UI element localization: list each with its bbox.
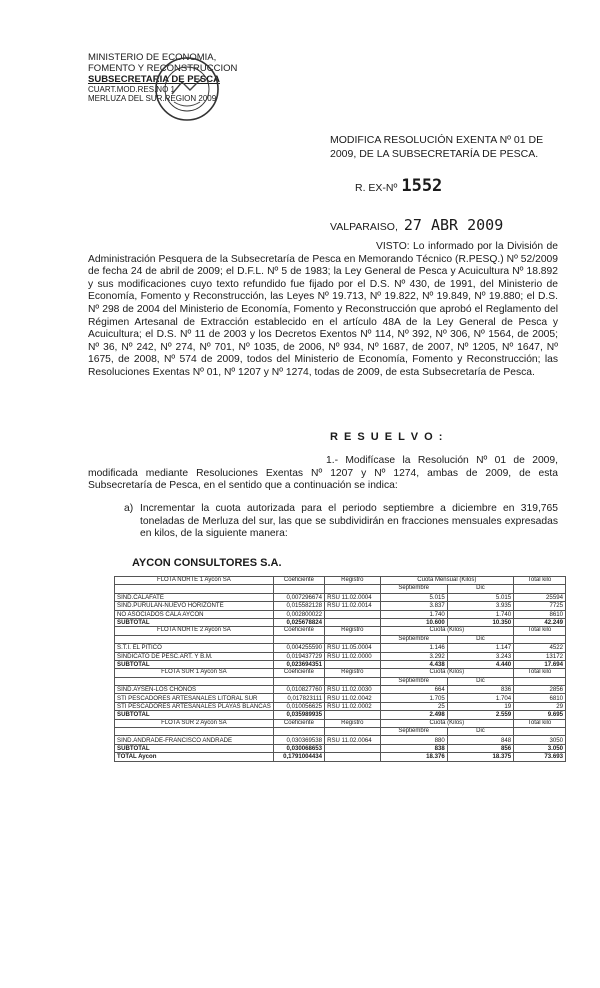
table-row	[115, 593, 566, 601]
table-header-cell: Coeficiente	[273, 627, 324, 635]
table-header-cell: Total kilo	[514, 577, 566, 585]
table-cell: 2.559	[447, 711, 513, 719]
table-cell: 0,015582128	[273, 602, 324, 610]
table-cell: 5.015	[447, 593, 513, 601]
table-cell: 8610	[514, 610, 566, 618]
table-cell: 0,007296674	[273, 593, 324, 601]
table-cell: 1.147	[447, 644, 513, 652]
table-cell: 664	[380, 686, 447, 694]
table-header-cell: Registro	[325, 577, 380, 585]
rex-label: R. EX-Nº	[355, 182, 398, 194]
table-cell: 3.050	[514, 744, 566, 752]
table-header-row	[115, 719, 566, 727]
table-cell: STI PESCADORES ARTESANALES PLAYAS BLANCAS	[115, 702, 274, 710]
table-cell: SIND.PURULAN-NUEVO HORIZONTE	[115, 602, 274, 610]
letterhead-code-2: MERLUZA DEL SUR.REGION 2009	[88, 94, 217, 103]
table-cell: SUBTOTAL	[115, 618, 274, 626]
table-cell: SIND.ANDRADE-FRANCISCO ANDRADE	[115, 736, 274, 744]
table-subheader-row	[115, 585, 566, 593]
table-cell: 4.438	[380, 660, 447, 668]
table-cell: 856	[447, 744, 513, 752]
table-cell: 848	[447, 736, 513, 744]
table-cell: 0,002800022	[273, 610, 324, 618]
table-subheader-cell: Septiembre	[380, 635, 447, 643]
table-cell: 4522	[514, 644, 566, 652]
table-header-cell: Total kilo	[514, 627, 566, 635]
table-cell: 25594	[514, 593, 566, 601]
letterhead-subsecretaria: SUBSECRETARIA DE PESCA	[88, 74, 220, 85]
table-cell: 13172	[514, 652, 566, 660]
table-row	[115, 602, 566, 610]
table-cell: SUBTOTAL	[115, 711, 274, 719]
quota-table-body	[115, 577, 566, 762]
table-cell: 3.837	[380, 602, 447, 610]
table-cell: 6810	[514, 694, 566, 702]
table-cell: 17.694	[514, 660, 566, 668]
place-date	[330, 216, 503, 234]
table-cell	[325, 618, 380, 626]
table-cell: 29	[514, 702, 566, 710]
table-cell: 1.740	[447, 610, 513, 618]
table-subheader-cell	[115, 635, 274, 643]
resuelvo-heading: R E S U E L V O :	[330, 431, 444, 443]
table-subheader-cell: Dic	[447, 677, 513, 685]
table-cell: 25	[380, 702, 447, 710]
table-cell: 5.015	[380, 593, 447, 601]
item-a-text: Incrementar la cuota autorizada para el periodo septiembre a diciembre en 319,765 toneladas de Merluza del sur, las que se subdividirán en fracciones mensuales expresadas en kilos, de la siguiente manera:	[140, 503, 558, 540]
table-subheader-row	[115, 677, 566, 685]
table-cell: 0,023694351	[273, 660, 324, 668]
table-header-cell: FLOTA NORTE 1 Aycon SA	[115, 577, 274, 585]
quota-table	[114, 576, 566, 762]
table-row	[115, 736, 566, 744]
table-cell: 73.693	[514, 753, 566, 761]
table-cell: 10.600	[380, 618, 447, 626]
item-a-label: a)	[124, 503, 134, 514]
table-header-row	[115, 669, 566, 677]
table-row	[115, 660, 566, 668]
table-row	[115, 753, 566, 761]
table-cell: TOTAL Aycon	[115, 753, 274, 761]
resolution-reference: MODIFICA RESOLUCIÓN EXENTA Nº 01 DE 2009, DE LA SUBSECRETARÍA DE PESCA.	[330, 134, 544, 160]
table-cell: 0,004255590	[273, 644, 324, 652]
table-cell: 838	[380, 744, 447, 752]
table-row	[115, 711, 566, 719]
table-header-cell: Cuota (Kilos)	[380, 627, 514, 635]
table-row	[115, 694, 566, 702]
letterhead-code-1: CUART.MOD.RES.NO 1	[88, 85, 175, 94]
table-cell: SUBTOTAL	[115, 660, 274, 668]
table-cell: RSU 11.02.0002	[325, 702, 380, 710]
table-header-cell: Registro	[325, 719, 380, 727]
table-subheader-cell	[115, 677, 274, 685]
letterhead-ministry-2: FOMENTO Y RECONSTRUCCION	[88, 63, 238, 74]
table-cell: 1.704	[447, 694, 513, 702]
table-cell: 2.498	[380, 711, 447, 719]
table-cell: RSU 11.02.0030	[325, 686, 380, 694]
visto-paragraph: VISTO: Lo informado por la División de Administración Pesquera de la Subsecretaría de Pesca en Memorando Técnico (R.PESQ.) Nº 52/2009 de fecha 24 de abril de 2009; el D.F.L. Nº 5 de 1983; la Ley General de Pesca y Acuicultura Nº 18.892 y sus modificaciones cuyo texto refundido fue fijado por el D.S. Nº 430, de 1991, del Ministerio de Economía, Fomento y Reconstrucción, las Leyes Nº 19.713, Nº 19.822, Nº 19.849, Nº 19.880; el D.S. Nº 298 de 2004 del Ministerio de Economía, Fomento y Reconstrucción que aprobó el Reglamento del Régimen Artesanal de Extracción establecido en el artículo 48A de la Ley General de Pesca y Acuicultura; el D.S. Nº 11 de 2003 y los Decretos Exentos Nº 114, Nº 392, Nº 306, Nº 1564, de 2005; Nº 36, Nº 242, Nº 274, Nº 701, Nº 1035, de 2006, Nº 934, Nº 1687, de 2007, Nº 1205, Nº 1647, Nº 1675, de 2008, Nº 574 de 2009, todos del Ministerio de Economía, Fomento y Reconstrucción; las Resoluciones Exentas Nº 01, Nº 1207 y Nº 1274, todas de 2009, de esta Subsecretaría de Pesca.	[88, 241, 558, 378]
table-cell: 0,025678824	[273, 618, 324, 626]
table-cell: 1.146	[380, 644, 447, 652]
table-cell: 880	[380, 736, 447, 744]
table-subheader-cell	[514, 728, 566, 736]
table-cell: RSU 11.02.0000	[325, 652, 380, 660]
table-cell: 3.935	[447, 602, 513, 610]
table-cell: 0,017823111	[273, 694, 324, 702]
table-cell: 42.249	[514, 618, 566, 626]
article-1: 1.- Modifícase la Resolución Nº 01 de 2009, modificada mediante Resoluciones Exentas Nº 1207 y Nº 1274, ambas de 2009, de esta Subsecretaría de Pesca, en el sentido que a continuación se indica:	[88, 455, 558, 492]
table-cell: 0,010056625	[273, 702, 324, 710]
table-cell: RSU 11.02.0014	[325, 602, 380, 610]
table-subheader-cell: Dic	[447, 635, 513, 643]
table-cell: RSU 11.02.0004	[325, 593, 380, 601]
table-cell: 3050	[514, 736, 566, 744]
table-cell: 0,030068653	[273, 744, 324, 752]
table-cell: 3.292	[380, 652, 447, 660]
table-header-cell: Total kilo	[514, 719, 566, 727]
place: VALPARAISO,	[330, 221, 398, 233]
table-cell: 18.375	[447, 753, 513, 761]
table-subheader-row	[115, 728, 566, 736]
table-subheader-cell	[514, 635, 566, 643]
table-cell: 1.705	[380, 694, 447, 702]
company-name: AYCON CONSULTORES S.A.	[132, 557, 282, 569]
table-cell: 0,035989935	[273, 711, 324, 719]
table-row	[115, 644, 566, 652]
table-subheader-cell: Dic	[447, 585, 513, 593]
table-cell: SIND.CALAFATE	[115, 593, 274, 601]
table-cell: 18.376	[380, 753, 447, 761]
table-row	[115, 652, 566, 660]
table-header-cell: Total kilo	[514, 669, 566, 677]
table-subheader-cell	[325, 728, 380, 736]
table-row	[115, 744, 566, 752]
table-header-cell: Cuota (Kilos)	[380, 719, 514, 727]
table-header-cell: Registro	[325, 669, 380, 677]
table-cell	[325, 753, 380, 761]
table-header-cell: FLOTA SUR 2 Aycon SA	[115, 719, 274, 727]
table-header-cell: FLOTA NORTE 2 Aycon SA	[115, 627, 274, 635]
table-cell: 9.695	[514, 711, 566, 719]
table-cell: RSU 11.02.0064	[325, 736, 380, 744]
table-cell: 2856	[514, 686, 566, 694]
table-subheader-cell	[514, 585, 566, 593]
table-cell	[325, 660, 380, 668]
table-cell: 0,030369538	[273, 736, 324, 744]
table-subheader-row	[115, 635, 566, 643]
table-header-cell: Cuota (Kilos)	[380, 669, 514, 677]
date-stamp: 27 ABR 2009	[403, 216, 504, 234]
table-cell	[325, 744, 380, 752]
table-subheader-cell	[115, 585, 274, 593]
table-cell: 836	[447, 686, 513, 694]
official-seal-stamp	[152, 54, 222, 124]
table-header-cell: FLOTA SUR 1 Aycon SA	[115, 669, 274, 677]
table-cell: S.T.I. EL PITICO	[115, 644, 274, 652]
table-subheader-cell	[273, 635, 324, 643]
table-subheader-cell	[325, 677, 380, 685]
table-subheader-cell	[514, 677, 566, 685]
table-subheader-cell	[273, 677, 324, 685]
table-cell: 0,019437729	[273, 652, 324, 660]
table-cell: 3.243	[447, 652, 513, 660]
table-cell: 7725	[514, 602, 566, 610]
table-cell: STI PESCADORES ARTESANALES LITORAL SUR	[115, 694, 274, 702]
table-row	[115, 610, 566, 618]
table-cell: 1.740	[380, 610, 447, 618]
table-cell: NO ASOCIADOS CALA AYCON	[115, 610, 274, 618]
table-row	[115, 618, 566, 626]
table-header-cell: Coeficiente	[273, 719, 324, 727]
table-subheader-cell	[115, 728, 274, 736]
table-cell: RSU 11.05.0004	[325, 644, 380, 652]
table-header-cell: Registro	[325, 627, 380, 635]
table-cell: 10.350	[447, 618, 513, 626]
table-subheader-cell	[273, 585, 324, 593]
item-a	[124, 503, 558, 541]
rex-number: 1552	[401, 176, 443, 196]
table-row	[115, 686, 566, 694]
table-subheader-cell	[273, 728, 324, 736]
table-header-row	[115, 577, 566, 585]
table-subheader-cell	[325, 635, 380, 643]
table-subheader-cell: Septiembre	[380, 585, 447, 593]
table-cell	[325, 610, 380, 618]
letterhead-ministry: MINISTERIO DE ECONOMIA,	[88, 52, 217, 63]
table-subheader-cell: Septiembre	[380, 677, 447, 685]
table-header-cell: Coeficiente	[273, 577, 324, 585]
table-cell: 19	[447, 702, 513, 710]
table-cell: 0,010827760	[273, 686, 324, 694]
resolution-number	[355, 176, 442, 196]
table-cell: 4.440	[447, 660, 513, 668]
table-subheader-cell: Dic	[447, 728, 513, 736]
table-cell: 0,1791004434	[273, 753, 324, 761]
table-cell: SINDICATO DE PESC.ART. Y B.M.	[115, 652, 274, 660]
table-subheader-cell	[325, 585, 380, 593]
table-cell	[325, 711, 380, 719]
table-subheader-cell: Septiembre	[380, 728, 447, 736]
table-header-cell: Coeficiente	[273, 669, 324, 677]
table-header-row	[115, 627, 566, 635]
table-cell: SUBTOTAL	[115, 744, 274, 752]
table-header-cell: Cuota Mensual (Kilos)	[380, 577, 514, 585]
table-cell: SIND.AYSEN-LOS CHONOS	[115, 686, 274, 694]
table-row	[115, 702, 566, 710]
table-cell: RSU 11.02.0042	[325, 694, 380, 702]
